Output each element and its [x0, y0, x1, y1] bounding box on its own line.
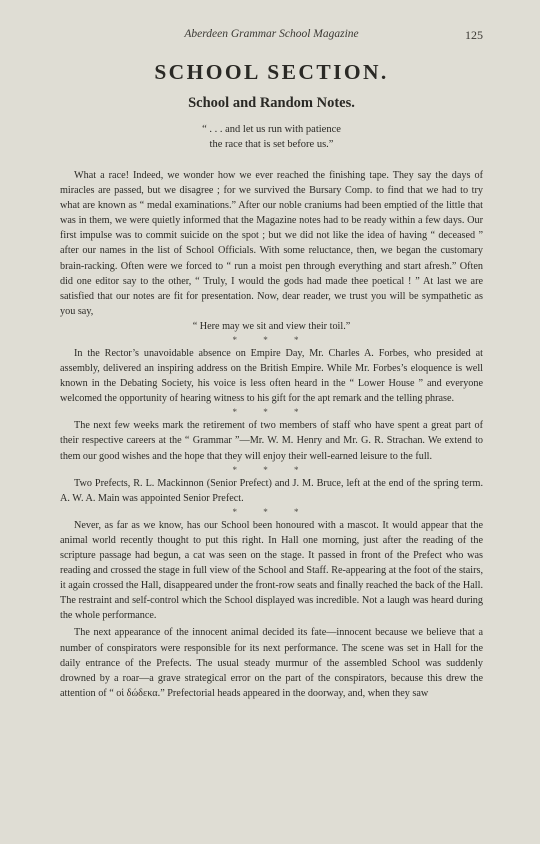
- paragraph-prefects: Two Prefects, R. L. Mackinnon (Senior Prefect) and J. M. Bruce, left at the end of the spring term. A. W. A. Main was appointed Senior Prefect.: [60, 477, 483, 504]
- epigraph-line-1: “ . . . and let us run with patience: [202, 124, 341, 135]
- running-head: [60, 28, 483, 48]
- quoted-line: “ Here may we sit and view their toil.”: [192, 320, 351, 332]
- paragraph-intro: What a race! Indeed, we wonder how we ever reached the finishing tape. They say the days of miracles are passed, but we disagree ; for we survived the Bursary Comp. to find that we had to try what are known as “ medal examinations.” After our noble craniums had been emptied of the little that was in them, we were quietly informed that the Magazine notes had to be ready within a few days. Our first impulse was to commit suicide on the spot ; but we did not like the idea of having “ deceased ” after our names in the list of School Officials. With some reluctance, then, we began the customary brain-racking. Often were we forced to “ run a moist pen through everything and start afresh.” Often did one editor say to the other, “ Truly, I would the gods had made thee poetical ! ” At last we are satisfied that our notes are fit for presentation. Now, dear reader, we trust you will be sympathetic as you say,: [60, 170, 483, 317]
- epigraph-line-2: the race that is set before us.”: [209, 139, 334, 150]
- notes-subtitle: School and Random Notes.: [188, 95, 355, 111]
- running-title: Aberdeen Grammar School Magazine: [184, 28, 359, 40]
- paragraph-mascot: Never, as far as we know, has our School been honoured with a mascot. It would appear that the animal world recently thought to put this right. In Hall one morning, just after the reading of the scripture passage had begun, a cat was seen on the stage. It passed in front of the Prefect who was reading and crossed the stage in full view of the School and Staff. Re-appearing at the foot of the stairs, it again crossed the Hall, disappeared under the front-row seats and finally reached the back of the Hall. The restraint and self-control which the School displayed was incredible. Not a laugh was heard during the whole performance.: [60, 519, 483, 622]
- section-title: SCHOOL SECTION.: [154, 60, 389, 84]
- section-divider-stars: * * *: [232, 506, 311, 517]
- page-number: 125: [465, 28, 483, 42]
- section-divider-stars: * * *: [232, 407, 311, 418]
- paragraph-conspirators: The next appearance of the innocent animal decided its fate—innocent because we believe that a number of conspirators were responsible for its next performance. The scene was set in Hall for the daily entrance of the Prefects. The usual steady murmur of the assembled School was suddenly drowned by a roar—a grave strategical error on the part of the conspirators, because this drew the attention of “ οἱ δώδεκα.” Prefectorial heads appeared in the doorway, and, when they saw: [60, 627, 483, 699]
- paragraph-empire-day: In the Rector’s unavoidable absence on Empire Day, Mr. Charles A. Forbes, who presided at assembly, delivered an inspiring address on the British Empire. While Mr. Forbes’s eloquence is well known in the Debating Society, his voice is less often heard in the “ Lower House ” and everyone welcomed the opportunity of hearing witness to his gift for the apt remark and the telling phrase.: [60, 347, 483, 405]
- paragraph-staff-retirement: The next few weeks mark the retirement of two members of staff who have spent a great part of their respective careers at the “ Grammar ”—Mr. W. M. Henry and Mr. G. R. Strachan. We extend to them our good wishes and the hope that they will enjoy their well-earned leisure to the full.: [60, 420, 483, 462]
- section-divider-stars: * * *: [232, 464, 311, 475]
- epigraph: [60, 122, 483, 152]
- section-divider-stars: * * *: [232, 334, 311, 345]
